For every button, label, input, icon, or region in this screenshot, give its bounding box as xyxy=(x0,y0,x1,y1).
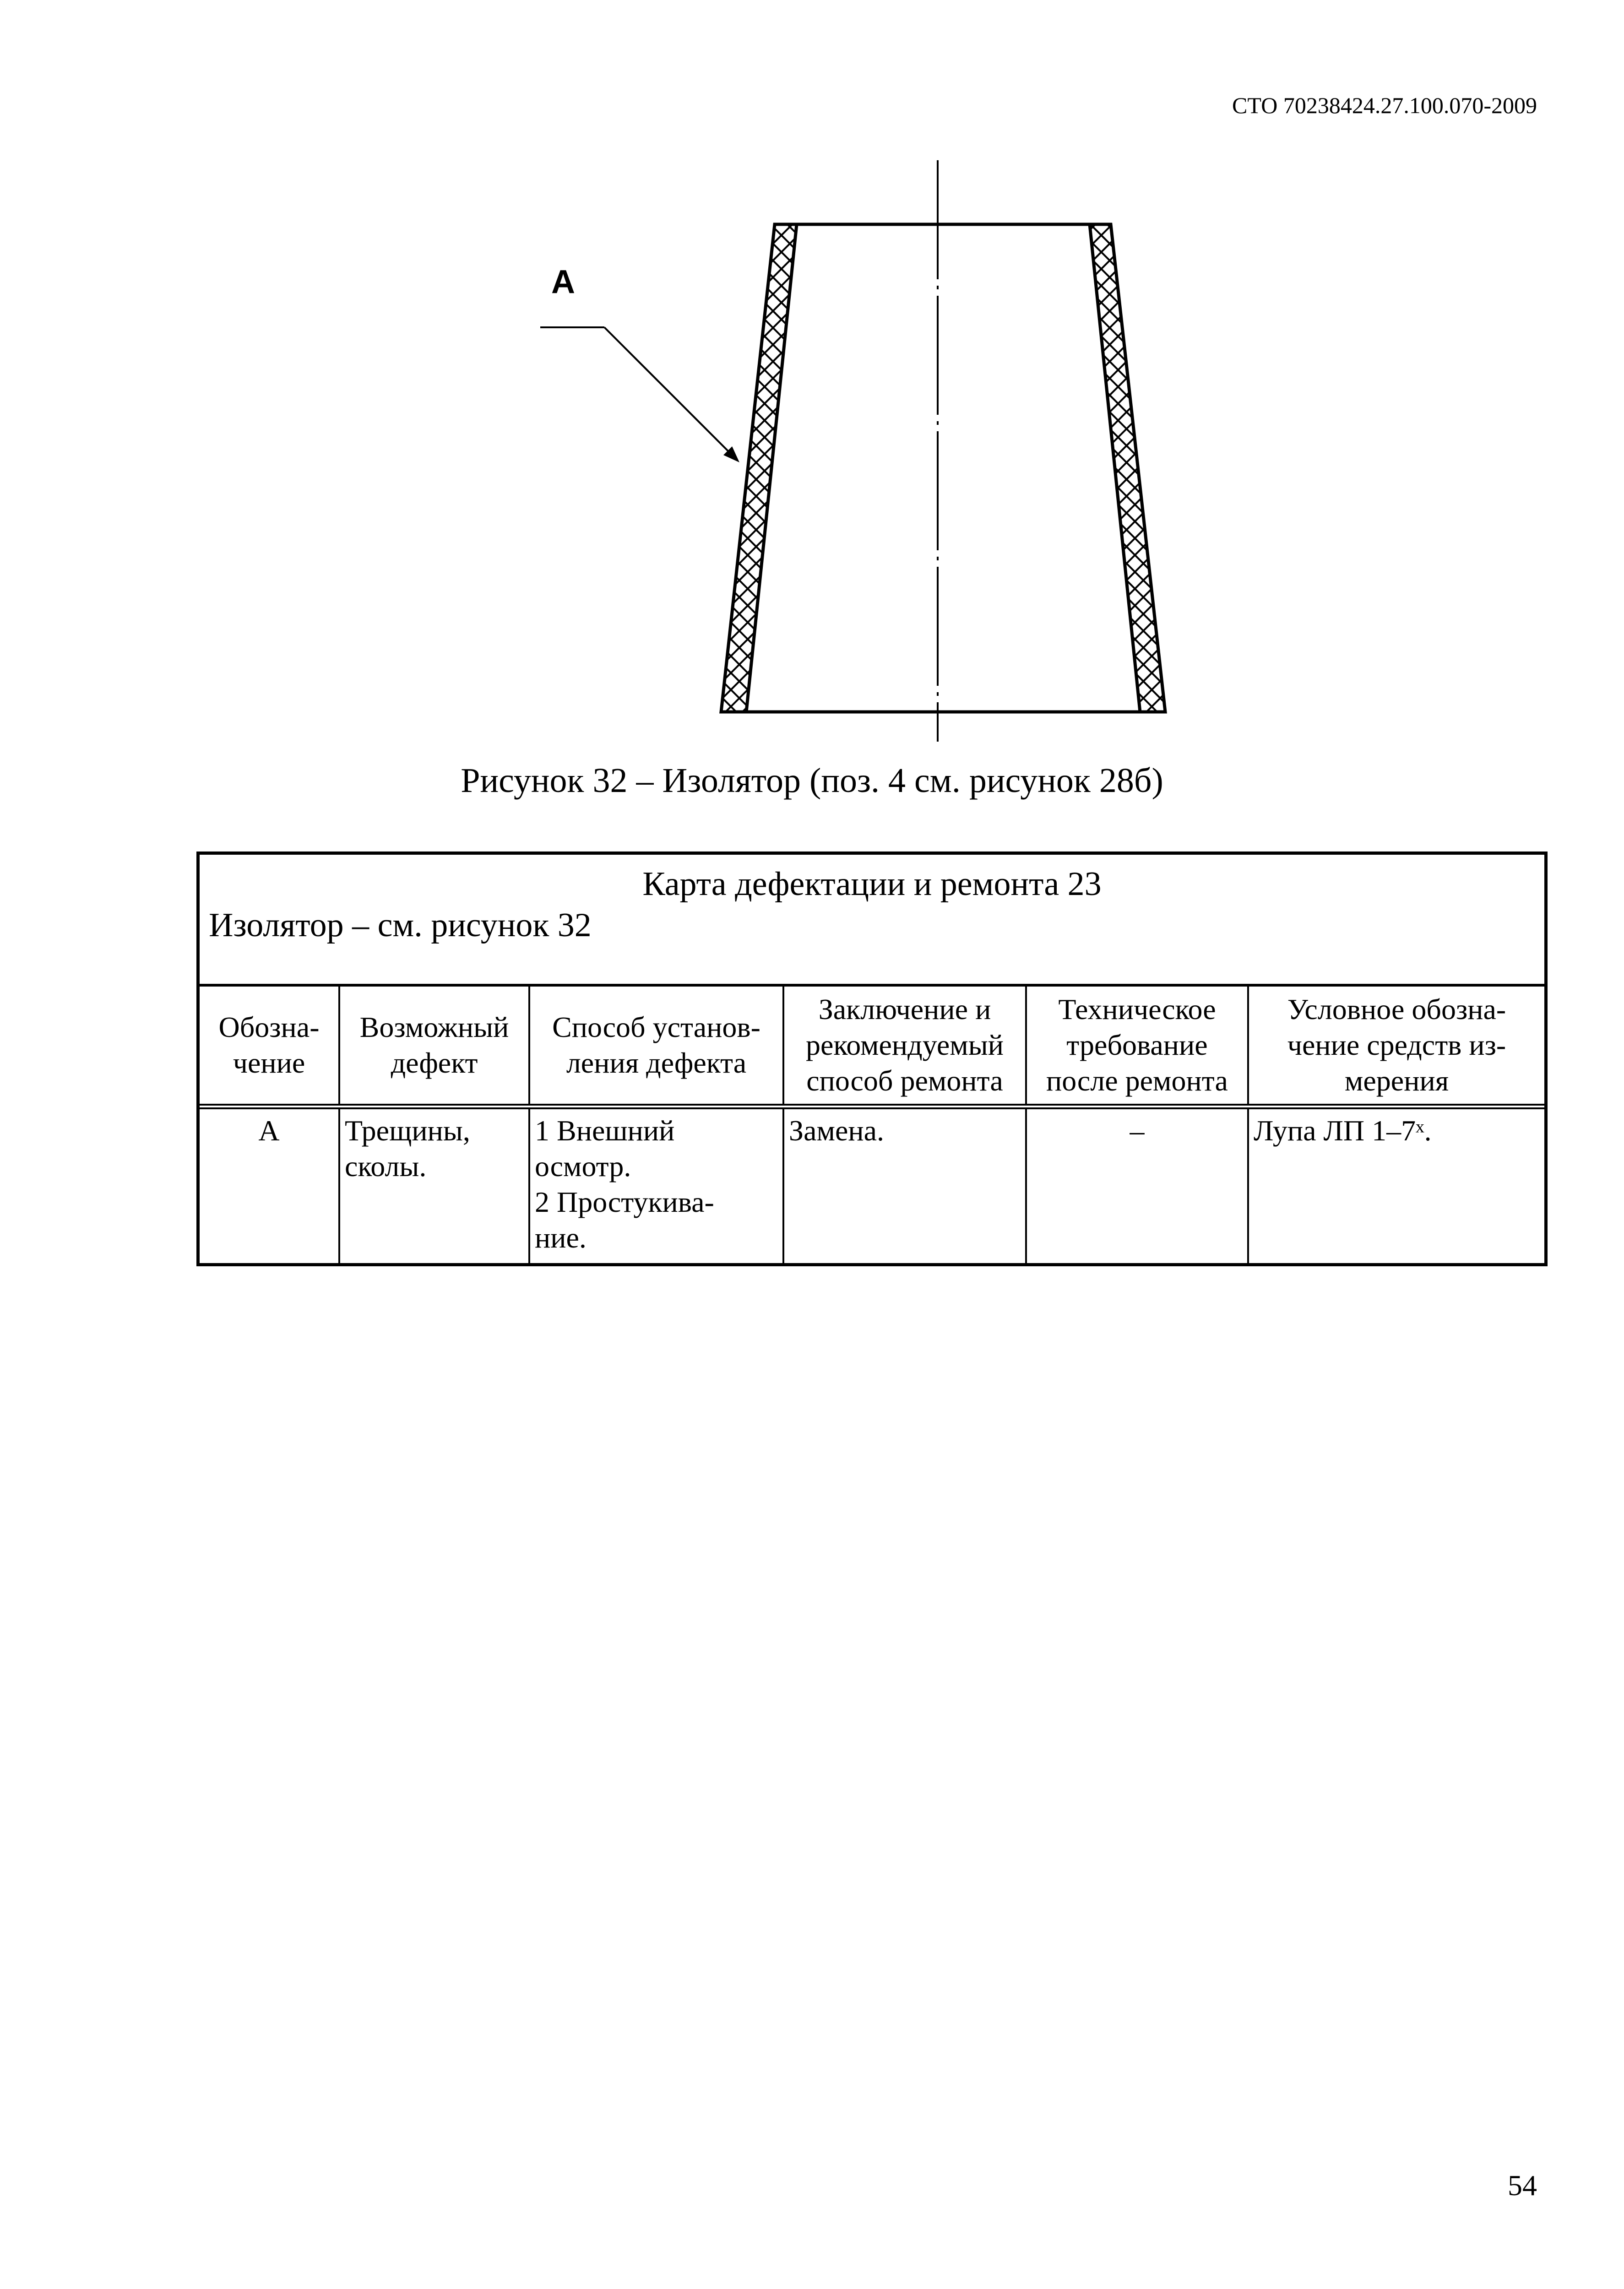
column-header-method: Способ установ- ления дефекта xyxy=(529,987,783,1107)
cell-requirement: – xyxy=(1026,1107,1248,1263)
defects-table xyxy=(200,987,1544,1263)
cell-instrument: Лупа ЛП 1–7ˣ. xyxy=(1248,1107,1544,1263)
table-header-row xyxy=(200,987,1544,1107)
cell-conclusion: Замена. xyxy=(783,1107,1026,1263)
insulator-svg xyxy=(504,151,1236,755)
cell-method: 1 Внешний осмотр. 2 Простукива- ние. xyxy=(529,1107,783,1263)
column-header-defect: Возможный дефект xyxy=(339,987,529,1107)
cell-defect: Трещины, сколы. xyxy=(339,1107,529,1263)
right-wall-section xyxy=(1090,224,1165,712)
table-row xyxy=(200,1107,1544,1263)
insulator-drawing xyxy=(504,151,1236,755)
column-header-designation: Обозна- чение xyxy=(200,987,339,1107)
card-header xyxy=(200,855,1544,987)
cell-designation: А xyxy=(258,1114,280,1147)
card-title: Карта дефектации и ремонта 23 xyxy=(642,865,1102,903)
column-header-instrument: Условное обозна- чение средств из- мерения xyxy=(1248,987,1544,1107)
left-wall-section xyxy=(721,224,797,712)
defect-repair-card xyxy=(196,852,1548,1266)
callout-letter: А xyxy=(551,264,575,300)
leader-line xyxy=(604,327,733,456)
card-subtitle: Изолятор – см. рисунок 32 xyxy=(209,906,592,944)
column-header-conclusion: Заключение и рекомендуемый способ ремонта xyxy=(783,987,1026,1107)
figure-caption: Рисунок 32 – Изолятор (поз. 4 см. рисунок 28б) xyxy=(461,761,1163,800)
page-number: 54 xyxy=(1508,2169,1537,2202)
document-code: СТО 70238424.27.100.070-2009 xyxy=(1232,92,1537,118)
column-header-requirement: Техническое требование после ремонта xyxy=(1026,987,1248,1107)
